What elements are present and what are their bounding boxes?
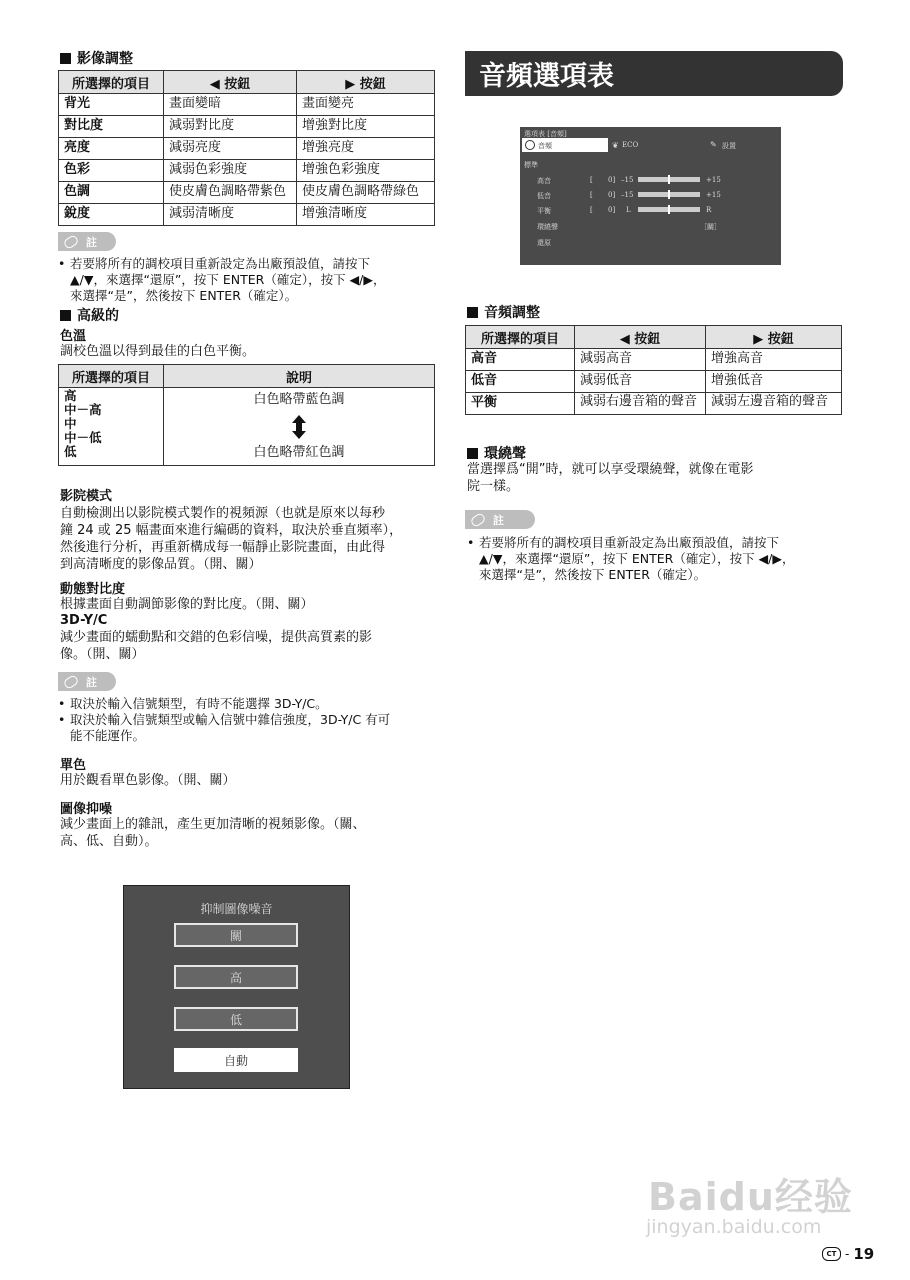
film-mode-desc: 自動檢測出以影院模式製作的視頻源（也就是原來以每秒 鐘 24 或 25 幅畫面來進行編碼的資料，取決於垂直頻率）， 然後進行分析，再重新構成每一幅靜止影院畫面，由此得 到高清晰度的影像品質。（開、關） [60, 506, 403, 572]
note-text: • 取決於輸入信號類型，有時不能選擇 3D-Y/C。 • 取決於輸入信號類型或輸入信號中雜信強度，3D-Y/C 有可 能不能運作。 [58, 696, 391, 743]
table-row: 亮度 減弱亮度 增強亮度 [59, 138, 435, 160]
tab-audio[interactable]: 音頻 [522, 138, 608, 152]
nr-option-low[interactable]: 低 [174, 1007, 298, 1031]
table-row: 高音 減弱高音 增強高音 [466, 349, 842, 371]
table-row: 低音 減弱低音 增強低音 [466, 371, 842, 393]
osd-row-surround[interactable]: 環繞聲 ［關］ [537, 223, 721, 231]
pencil-icon [62, 673, 79, 689]
nr-option-auto[interactable]: 自動 [174, 1048, 298, 1072]
note-text: • 若要將所有的調校項目重新設定為出廠預設值，請按下 ▲/▼，來選擇“還原”，按下 ENTER（確定），按下 ◀/▶， 來選擇“是”，然後按下 ENTER（確定）。 [467, 535, 795, 582]
table-header: ◀ 按鈕 [575, 326, 706, 349]
table-header: 所選擇的項目 [59, 71, 164, 94]
page-footer [822, 1245, 874, 1263]
pencil-icon [469, 511, 486, 527]
osd-title: 抑制圖像噪音 [200, 902, 273, 916]
audio-adjust-table [465, 325, 842, 415]
yc3d-title: 3D-Y/C [60, 613, 108, 628]
film-mode-title: 影院模式 [60, 489, 113, 504]
table-row: 色調 使皮膚色調略帶紫色 使皮膚色調略帶綠色 [59, 182, 435, 204]
table-header: 說明 [164, 365, 435, 388]
osd-row-treble[interactable]: 高音 [ 0] –15 +15 [537, 176, 721, 185]
baidu-watermark: Baidu经验 jingyan.baidu.com [646, 1175, 853, 1238]
note-badge: 註 [465, 510, 535, 529]
square-bullet-icon [60, 310, 71, 321]
pencil-icon [62, 233, 79, 249]
color-temp-desc: 調校色溫以得到最佳的白色平衡。 [60, 344, 256, 359]
nr-option-high[interactable]: 高 [174, 965, 298, 989]
slider-thumb [668, 190, 670, 199]
note-badge: 註 [58, 672, 116, 691]
table-row: 平衡 減弱右邊音箱的聲音 減弱左邊音箱的聲音 [466, 393, 842, 415]
color-temp-title: 色溫 [60, 329, 87, 344]
nr-option-off[interactable]: 關 [174, 923, 298, 947]
noise-reduction-osd [123, 885, 350, 1089]
table-row: 色彩 減弱色彩強度 增強色彩強度 [59, 160, 435, 182]
osd-row-balance[interactable]: 平衡 [ 0] L R [537, 206, 712, 215]
square-bullet-icon [467, 307, 478, 318]
slider-thumb [668, 175, 670, 184]
osd-mode: 標準 [524, 161, 538, 169]
dynamic-contrast-desc: 根據畫面自動調節影像的對比度。（開、關） [60, 597, 314, 612]
dynamic-contrast-title: 動態對比度 [60, 582, 126, 597]
table-row: 銳度 減弱清晰度 增強清晰度 [59, 204, 435, 226]
image-adjust-heading: 影像調整 [60, 48, 133, 68]
table-header: 所選擇的項目 [59, 365, 164, 388]
audio-adjust-heading: 音頻調整 [467, 302, 540, 322]
tab-eco[interactable]: ❦ ECO [612, 141, 639, 150]
table-row: 背光 畫面變暗 畫面變亮 [59, 94, 435, 116]
table-row: 對比度 減弱對比度 增強對比度 [59, 116, 435, 138]
mono-desc: 用於觀看單色影像。（開、關） [60, 773, 236, 788]
mono-title: 單色 [60, 758, 87, 773]
note-text: • 若要將所有的調校項目重新設定為出廠預設值，請按下 ▲/▼，來選擇“還原”，按下 ENTER（確定），按下 ◀/▶， 來選擇“是”，然後按下 ENTER（確定）。 [58, 256, 386, 303]
image-adjust-table [58, 70, 435, 226]
osd-row-bass[interactable]: 低音 [ 0] –15 +15 [537, 191, 721, 200]
table-header: 所選擇的項目 [466, 326, 575, 349]
surround-heading: 環繞聲 [467, 443, 526, 463]
up-down-arrow-icon [292, 415, 306, 439]
speaker-icon [525, 140, 535, 150]
table-header: ▶ 按鈕 [706, 326, 842, 349]
footer-dash: - [845, 1247, 850, 1261]
page-number: 19 [853, 1245, 875, 1263]
audio-menu-osd [520, 127, 781, 265]
noise-reduction-title: 圖像抑噪 [60, 802, 113, 817]
slider-thumb [668, 205, 670, 214]
page-title: 音頻選項表 [465, 51, 843, 96]
square-bullet-icon [60, 53, 71, 64]
leaf-icon: ❦ [612, 141, 619, 150]
surround-desc: 當選擇爲“開”時，就可以享受環繞聲，就像在電影 院一樣。 [467, 462, 754, 494]
osd-header: 選項表 [音頻] [524, 130, 567, 138]
square-bullet-icon [467, 448, 478, 459]
noise-reduction-desc: 減少畫面上的雜訊，產生更加清晰的視頻影像。（關、 高、低、自動）。 [60, 817, 366, 849]
note-badge: 註 [58, 232, 116, 251]
language-badge: CT [822, 1247, 841, 1261]
advanced-heading: 高級的 [60, 305, 119, 325]
table-header: ◀ 按鈕 [164, 71, 297, 94]
yc3d-desc: 減少畫面的蠕動點和交錯的色彩信噪，提供高質素的影 像。（開、關） [60, 630, 373, 662]
table-row: 高 中－高 中 中－低 低 白色略帶藍色調 白色略帶紅色調 [59, 388, 435, 466]
color-temp-table [58, 364, 435, 466]
table-header: ▶ 按鈕 [297, 71, 435, 94]
wrench-icon: ✎ [710, 140, 717, 149]
osd-row-reset[interactable]: 還原 [537, 239, 551, 247]
tab-setup[interactable]: ✎ 設置 [710, 140, 736, 150]
